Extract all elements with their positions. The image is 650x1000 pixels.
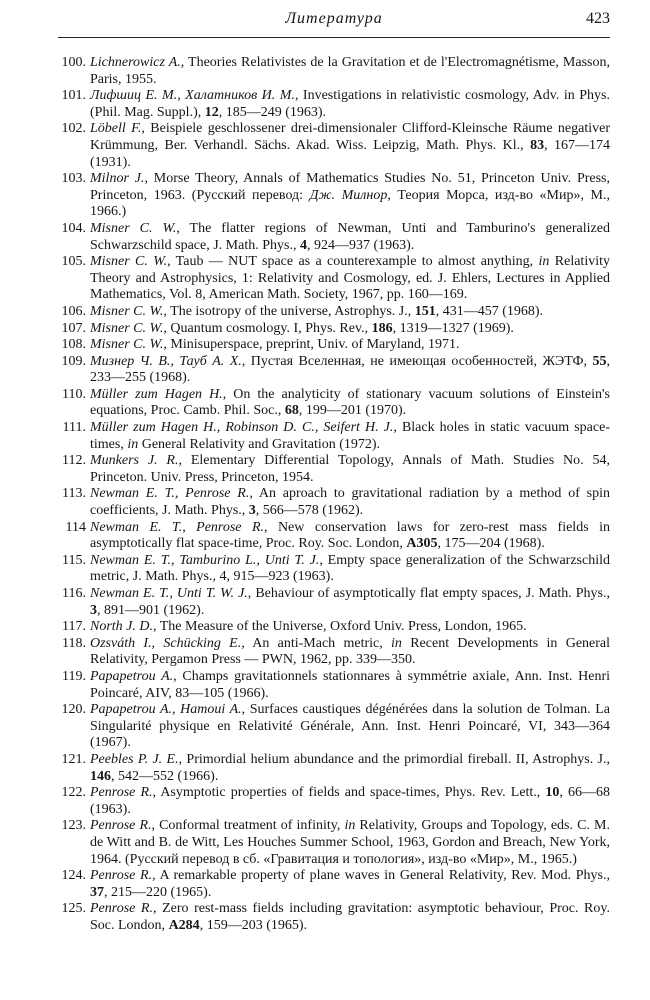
reference-authors: Misner C. W. <box>90 303 164 319</box>
reference-segment: , New conservation laws for zero-rest mass fields in asymptotically flat space-time, Proc. Roy. Soc. London, <box>90 519 610 552</box>
reference-segment: , Minisuperspace, preprint, Univ. of Maryland, 1971. <box>163 337 460 353</box>
reference-number: 109. <box>61 353 86 369</box>
reference-segment: , 215—220 (1965). <box>104 884 212 900</box>
reference-number: 114 <box>65 519 86 535</box>
reference-segment: , Surfaces caustiques dégénérées dans la solution de Tolman. La Singularité physique en Relativité Générale, Ann. Inst. Henri Poincaré, VI, 343—364 (1967). <box>90 702 610 751</box>
reference-number: 118. <box>62 635 86 651</box>
reference-segment: , 199—201 (1970). <box>298 403 407 419</box>
reference-segment: , Quantum cosmology. I, Phys. Rev., <box>163 320 372 336</box>
reference-entry <box>58 304 610 321</box>
reference-segment: , Morse Theory, Annals of Mathematics Studies No. 51, Princeton Univ. Press, Princeton, 1963. (Русский перевод: <box>90 171 611 203</box>
reference-segment: , 167—174 (1931). <box>90 137 610 170</box>
reference-entry <box>58 669 610 702</box>
reference-segment: , Champs gravitationnels stationnares à symmétrie axiale, Ann. Inst. Henri Poincaré, AIV, 83—105 (1966). <box>90 668 610 701</box>
reference-text <box>90 88 610 121</box>
reference-number: 117. <box>62 619 86 635</box>
reference-entry <box>58 321 610 338</box>
reference-segment: , 431—457 (1968). <box>435 303 544 319</box>
reference-segment: , Conformal treatment of infinity, <box>151 818 345 834</box>
reference-authors: Newman E. T., Tamburino L., Unti T. J. <box>90 552 320 568</box>
reference-authors: Newman E. T., Penrose R. <box>90 486 250 502</box>
reference-text <box>90 304 610 321</box>
reference-text <box>90 553 610 586</box>
reference-segment: , Asymptotic properties of fields and space-times, Phys. Rev. Lett., <box>152 785 546 801</box>
reference-segment: , Zero rest-mass fields including gravitation: asymptotic behaviour, Proc. Roy. Soc. London, <box>90 901 610 933</box>
reference-volume: 37 <box>90 884 104 900</box>
reference-number: 124. <box>61 868 86 884</box>
reference-text <box>90 619 610 636</box>
reference-segment: , 185—249 (1963). <box>218 104 327 120</box>
reference-volume: 3 <box>248 503 256 519</box>
reference-text <box>90 254 610 304</box>
reference-entry <box>58 486 610 519</box>
reference-entry <box>58 520 610 553</box>
reference-segment: , An aproach to gravitational radiation by a method of spin coefficients, J. Math. Phys., <box>90 486 610 519</box>
reference-segment: , Investigations in relativistic cosmology, Adv. in Phys. (Phil. Mag. Suppl.), <box>90 88 611 120</box>
reference-segment: , 924—937 (1963). <box>306 237 415 253</box>
reference-text <box>90 868 610 901</box>
reference-authors: Misner C. W. <box>90 320 164 336</box>
reference-segment: , 891—901 (1962). <box>97 602 205 618</box>
reference-entry <box>58 636 610 669</box>
reference-text <box>90 520 610 553</box>
reference-text <box>90 354 610 387</box>
reference-entry <box>58 354 610 387</box>
reference-segment: , Black holes in static vacuum space-times, <box>90 420 610 452</box>
reference-segment: , 542—552 (1966). <box>111 768 219 784</box>
reference-segment: , Пустая Вселенная, не имеющая особенностей, ЖЭТФ, <box>241 353 593 369</box>
reference-volume: 12 <box>204 104 219 120</box>
reference-segment: , 66—68 (1963). <box>90 785 610 817</box>
reference-segment: , 566—578 (1962). <box>255 503 364 519</box>
reference-authors: Papapetrou A. <box>90 668 174 684</box>
reference-entry <box>58 586 610 619</box>
reference-segment: , Theories Relativistes de la Gravitation et de l'Electromagnétisme, Masson, Paris, 1955. <box>90 55 610 87</box>
reference-segment: Relativity Theory and Astrophysics, 1: Relativity and Cosmology, ed. J. Ehlers, Lectures in Applied Mathematics, Vol. 8, American Math. Society, 1967, pp. 160—169. <box>90 254 610 303</box>
reference-authors: Misner C. W. <box>90 220 177 236</box>
reference-text <box>90 702 610 752</box>
reference-authors: Ozsváth I., Schücking E. <box>90 635 242 651</box>
reference-entry <box>58 868 610 901</box>
reference-volume: A284 <box>168 917 200 933</box>
reference-number: 115. <box>62 552 86 568</box>
reference-volume: 83 <box>530 137 545 153</box>
reference-segment: , Taub — NUT space as a counterexample to almost anything, <box>167 254 539 270</box>
reference-authors: Misner C. W. <box>90 254 168 270</box>
reference-list <box>58 55 610 934</box>
reference-entry <box>58 785 610 818</box>
reference-text <box>90 901 610 934</box>
reference-text <box>90 636 610 669</box>
reference-text <box>90 171 610 221</box>
reference-number: 110. <box>62 386 86 402</box>
reference-authors: Munkers J. R. <box>90 453 179 469</box>
reference-text <box>90 785 610 818</box>
reference-authors: Penrose R. <box>90 901 153 917</box>
reference-authors: Penrose R. <box>90 785 153 801</box>
reference-number: 107. <box>61 320 86 336</box>
reference-text <box>90 121 610 171</box>
reference-number: 108. <box>61 337 86 353</box>
reference-number: 125. <box>61 901 86 917</box>
reference-authors: Löbell F. <box>90 121 142 137</box>
reference-segment: in <box>127 436 139 452</box>
reference-entry <box>58 387 610 420</box>
reference-text <box>90 586 610 619</box>
reference-entry <box>58 171 610 221</box>
page-number: 423 <box>586 10 610 27</box>
reference-authors: Newman E. T., Unti T. W. J. <box>90 586 248 601</box>
reference-segment: Relativity, Groups and Topology, eds. C. M. de Witt and B. de Witt, Les Houches Summer School, 1963, Gordon and Breach, New York, 1964. (Русский перевод в сб. «Гравитация и топология», изд-во «Мир», М., 1965.) <box>90 818 610 867</box>
reference-entry <box>58 619 610 636</box>
reference-entry <box>58 901 610 934</box>
reference-number: 105. <box>61 254 86 270</box>
reference-segment: , An anti-Mach metric, <box>241 635 392 651</box>
reference-segment: , The Measure of the Universe, Oxford Univ. Press, London, 1965. <box>153 619 527 635</box>
reference-authors: Müller zum Hagen H., Robinson D. C., Seifert H. J. <box>90 420 394 436</box>
reference-number: 101. <box>61 88 86 104</box>
reference-entry <box>58 254 610 304</box>
reference-number: 116. <box>62 586 86 601</box>
reference-number: 112. <box>62 453 86 469</box>
page-header <box>58 10 610 36</box>
reference-authors: Newman E. T., Penrose R. <box>90 519 264 535</box>
reference-segment: Recent Developments in General Relativity, Pergamon Press — PWN, 1962, pp. 339—350. <box>90 635 611 668</box>
reference-authors: Peebles P. J. E. <box>90 751 179 767</box>
reference-segment: , 159—203 (1965). <box>199 917 308 933</box>
reference-segment: , The isotropy of the universe, Astrophys. J., <box>163 303 415 319</box>
reference-authors: Penrose R. <box>90 868 153 884</box>
reference-authors: Лифшиц Е. М., Халатников И. М. <box>90 88 295 104</box>
reference-segment: , 175—204 (1968). <box>437 536 545 552</box>
reference-entry <box>58 88 610 121</box>
reference-entry <box>58 818 610 868</box>
reference-text <box>90 420 610 453</box>
reference-segment: , Empty space generalization of the Schwarzschild metric, J. Math. Phys., 4, 915—923 (1963). <box>90 552 611 585</box>
reference-number: 103. <box>61 171 86 187</box>
reference-number: 106. <box>61 303 86 319</box>
reference-segment: , Primordial helium abundance and the primordial fireball. II, Astrophys. J., <box>178 751 611 767</box>
reference-number: 119. <box>62 668 86 684</box>
reference-number: 113. <box>62 486 86 502</box>
reference-authors: Lichnerowicz A. <box>90 55 181 70</box>
reference-number: 100. <box>61 55 86 70</box>
reference-segment: in <box>391 635 402 651</box>
reference-entry <box>58 337 610 354</box>
reference-authors: Papapetrou A., Hamoui A. <box>90 702 242 718</box>
reference-volume: 68 <box>284 403 299 419</box>
reference-entry <box>58 121 610 171</box>
reference-text <box>90 453 610 486</box>
reference-segment: , Behaviour of asymptotically flat empty spaces, J. Math. Phys., <box>247 586 611 601</box>
reference-entry <box>58 420 610 453</box>
reference-entry <box>58 453 610 486</box>
reference-entry <box>58 752 610 785</box>
reference-volume: 146 <box>90 768 111 784</box>
reference-number: 120. <box>61 702 86 718</box>
reference-segment: , A remarkable property of plane waves in General Relativity, Rev. Mod. Phys., <box>152 868 610 884</box>
reference-segment: General Relativity and Gravitation (1972). <box>138 436 381 452</box>
header-rule <box>58 37 610 38</box>
reference-entry <box>58 553 610 586</box>
running-title: Литература <box>285 10 383 27</box>
reference-volume: 151 <box>414 303 436 319</box>
reference-authors: Penrose R. <box>90 818 152 834</box>
reference-segment: , On the analyticity of stationary vacuum solutions of Einstein's equations, Proc. Camb. Phil. Soc., <box>90 386 610 419</box>
reference-segment: , Теория Морса, изд-во «Мир», М., 1966.) <box>90 187 610 220</box>
reference-authors: Misner C. W. <box>90 337 164 353</box>
reference-text <box>90 337 610 354</box>
reference-volume: 3 <box>90 602 97 618</box>
reference-text <box>90 321 610 338</box>
reference-segment: , Beispiele geschlossener drei-dimensionaler Clifford-Kleinsche Räume negativer Krümmung, Ber. Verhandl. Sächs. Akad. Wiss. Leipzig, Math. Phys. Kl., <box>90 121 610 153</box>
reference-volume: 10 <box>545 785 560 801</box>
reference-authors: Müller zum Hagen H. <box>90 386 223 402</box>
reference-text <box>90 221 610 254</box>
reference-segment: , The flatter regions of Newman, Unti and Tamburino's generalized Schwarzschild space, J. Math. Phys., <box>90 220 610 253</box>
reference-authors: Дж. Милнор <box>309 187 388 203</box>
reference-text <box>90 486 610 519</box>
reference-volume: 4 <box>299 237 307 253</box>
reference-authors: Мизнер Ч. В., Тауб А. Х. <box>90 353 242 369</box>
reference-number: 111. <box>62 420 86 436</box>
reference-number: 102. <box>61 121 86 137</box>
reference-entry <box>58 55 610 88</box>
reference-segment: in <box>344 818 356 834</box>
reference-entry <box>58 702 610 752</box>
reference-text <box>90 55 610 88</box>
reference-segment: , 233—255 (1968). <box>90 353 611 386</box>
reference-number: 121. <box>61 751 86 767</box>
reference-volume: 55 <box>592 353 607 369</box>
reference-text <box>90 387 610 420</box>
reference-entry <box>58 221 610 254</box>
reference-volume: A305 <box>406 536 438 552</box>
reference-text <box>90 669 610 702</box>
reference-number: 123. <box>61 818 86 834</box>
reference-text <box>90 752 610 785</box>
reference-authors: North J. D. <box>90 619 153 635</box>
reference-text <box>90 818 610 868</box>
reference-segment: , Elementary Differential Topology, Annals of Math. Studies No. 54, Princeton. Univ. Press, Princeton, 1954. <box>90 453 610 485</box>
reference-number: 104. <box>61 220 86 236</box>
reference-authors: Milnor J. <box>90 171 145 187</box>
reference-segment: in <box>538 254 550 270</box>
reference-segment: , 1319—1327 (1969). <box>392 320 514 336</box>
reference-volume: 186 <box>371 320 393 336</box>
reference-number: 122. <box>61 785 86 801</box>
